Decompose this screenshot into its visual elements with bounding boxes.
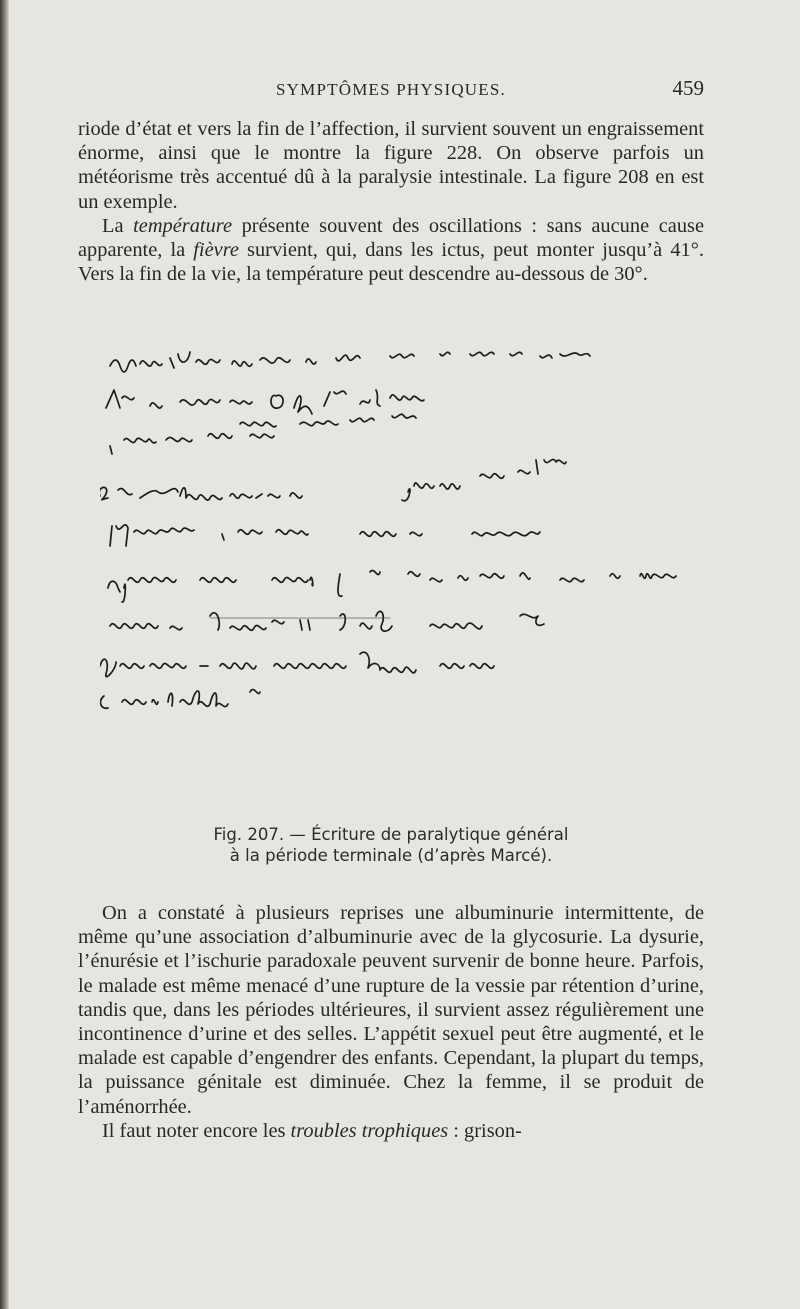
italic-term: température (133, 214, 233, 237)
italic-term: fièvre (193, 239, 239, 262)
handwriting-sample-image (100, 336, 700, 806)
paragraph-1-text: riode d’état et vers la fin de l’affection, il survient souvent un engraissement énorme, ainsi que le montre la figure 228. On observe parfois un météorisme très accentué dû à la paralysie intestinale. La figure 208 en est un exemple. (78, 118, 704, 213)
paragraph-4-after: : grison- (448, 1119, 522, 1142)
caption-line-2: à la période terminale (d’après Marcé). (229, 846, 553, 865)
running-head: SYMPTÔMES PHYSIQUES. (276, 80, 506, 99)
figure-caption (78, 824, 704, 866)
page-number: 459 (672, 76, 704, 100)
paragraph-2-text: La température présente souvent des oscillations : sans aucune cause apparente, la fièvre survient, qui, dans les ictus, peut monter jusqu’à 41°. Vers la fin de la vie, la température peut descendre au-dessous de 30°. (78, 214, 704, 286)
paragraph-4-before: Il faut noter encore les (102, 1119, 291, 1142)
paragraph-3 (78, 901, 704, 1119)
top-text-block (78, 117, 704, 286)
figure-handwriting (100, 336, 700, 806)
paragraph-3-text: On a constaté à plusieurs reprises une albuminurie intermittente, de même qu’une association d’albuminurie avec de la glycosurie. La dysurie, l’énurésie et l’ischurie paradoxale peuvent survenir de bonne heure. Parfois, le malade est même menacé d’une rupture de la vessie par rétention d’urine, tandis que, dans les périodes ultérieures, il survient assez régulièrement une incontinence d’urine et des selles. L’appétit sexuel peut être augmenté, et le malade est capable d’engendrer des enfants. Cependant, la plupart du temps, la puissance génitale est diminuée. Chez la femme, il se produit de l’aménorrhée. (78, 902, 704, 1118)
paragraph-2 (78, 214, 704, 287)
paragraph-4 (78, 1119, 704, 1143)
caption-line-1: Fig. 207. — Écriture de paralytique général (213, 825, 569, 844)
paragraph-4-italic: troubles trophiques (290, 1119, 449, 1142)
page-binding-edge (0, 0, 9, 1309)
paragraph-1 (78, 117, 704, 214)
page-header (78, 76, 704, 104)
bottom-text-block (78, 901, 704, 1143)
